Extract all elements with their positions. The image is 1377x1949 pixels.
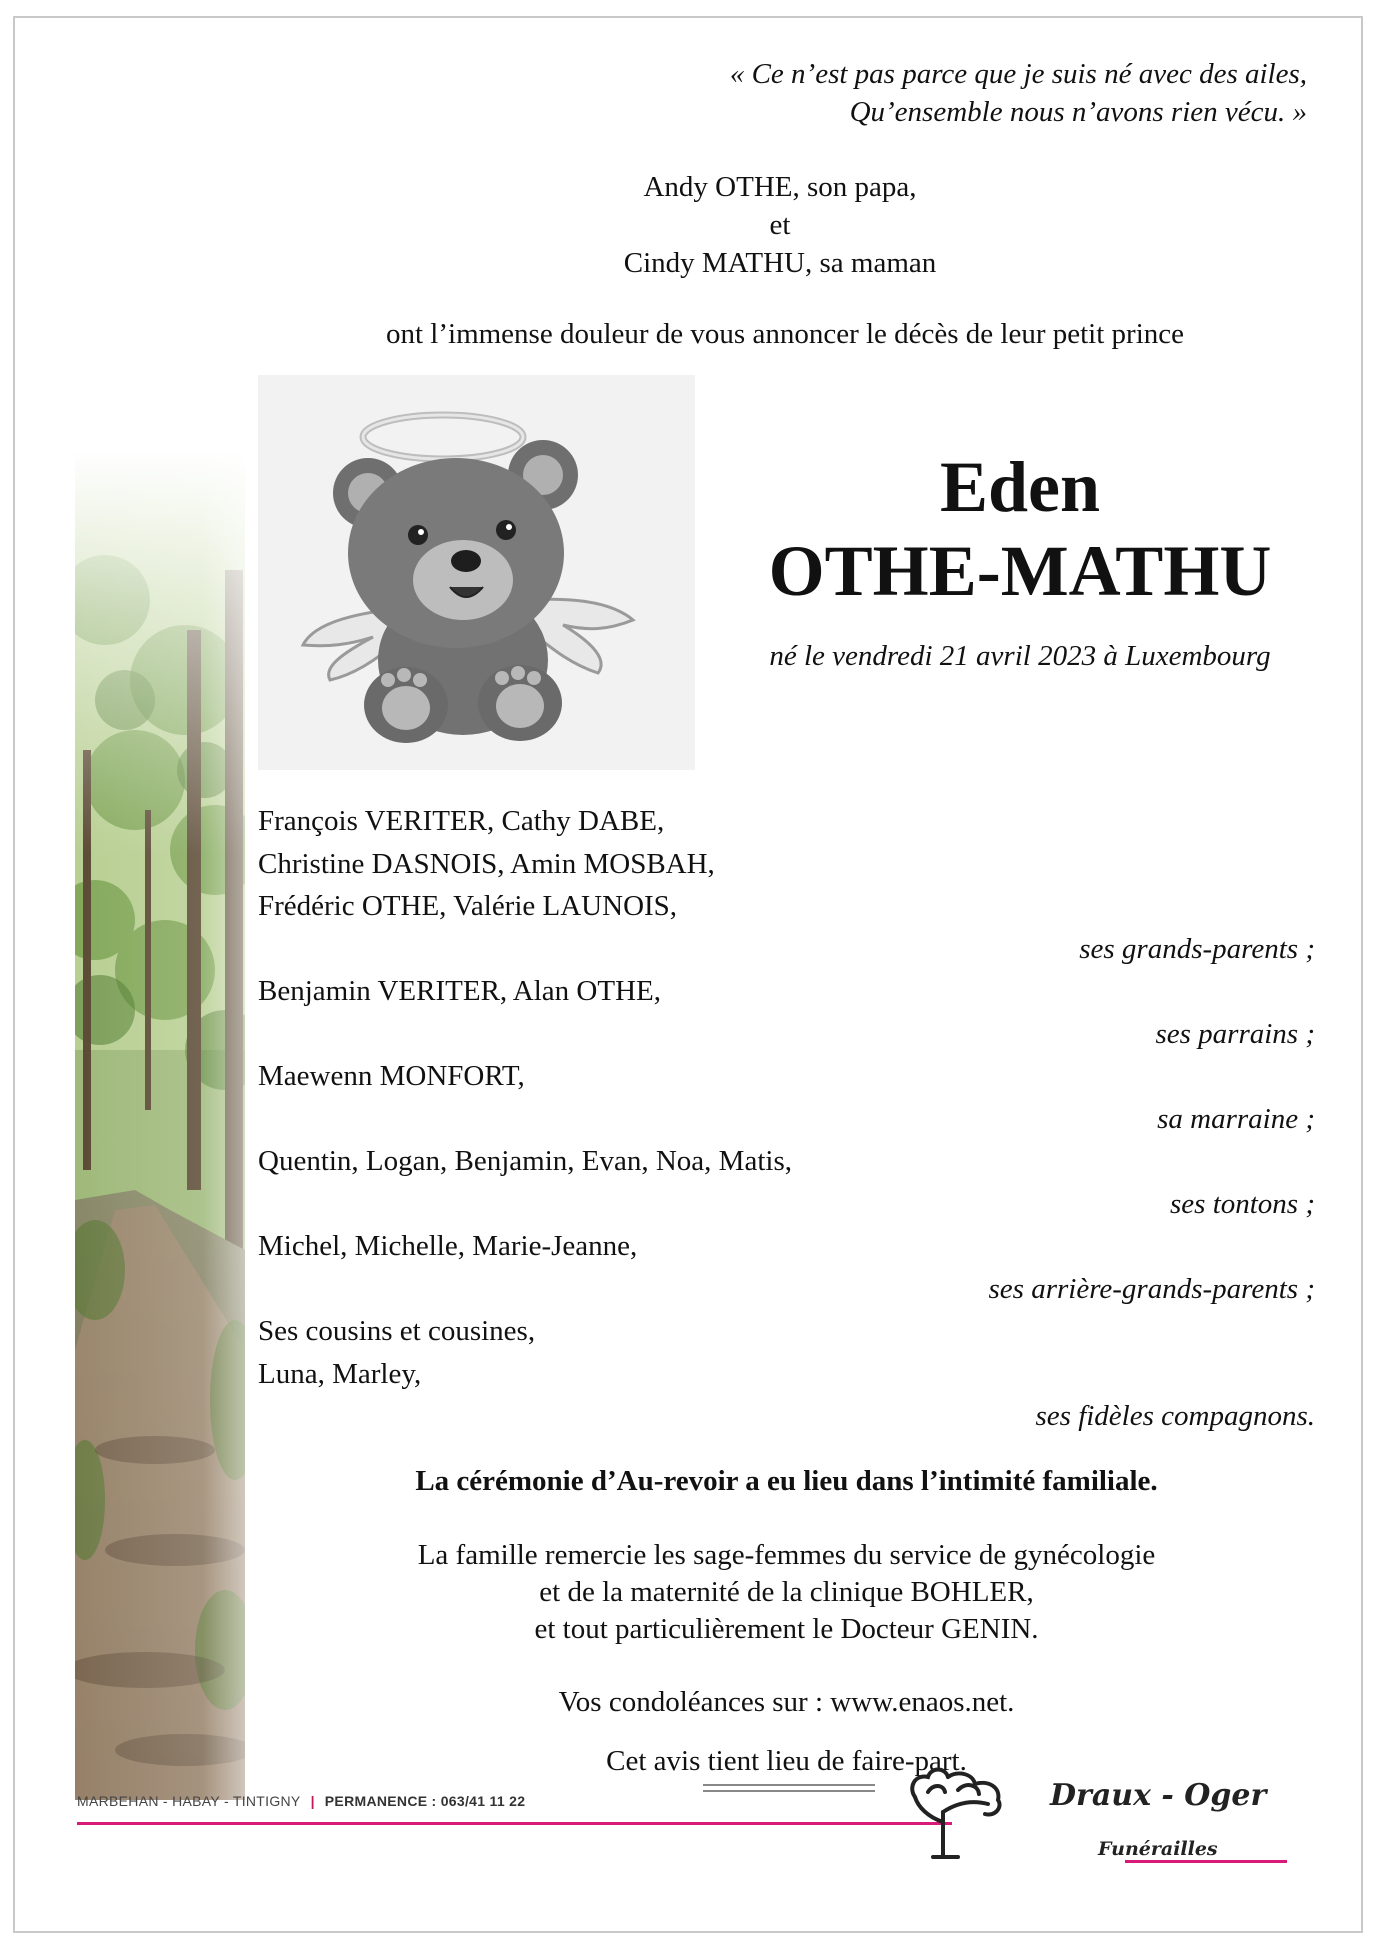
ceremony-notice: La cérémonie d’Au-revoir a eu lieu dans l’intimité familiale. [415,1465,1158,1497]
teddy-bear-angel-icon [258,375,695,770]
mother-line: Cindy MATHU, sa maman [623,247,937,279]
parents-block [480,168,1080,282]
footer-contact [77,1793,525,1809]
quote-line-2: Qu’ensemble nous n’avons rien vécu. » [849,96,1307,128]
family-role: ses tontons ; [1170,1187,1315,1220]
forest-path-image [75,450,245,1800]
family-line: Luna, Marley, [258,1357,422,1390]
family-role: ses fidèles compagnons. [1035,1400,1315,1432]
footer-grey-rule [703,1784,875,1792]
brand-name: Draux - Oger [1050,1778,1267,1813]
quote-line-1: « Ce n’est pas parce que je suis né avec des ailes, [729,58,1307,90]
family-role: ses arrière-grands-parents ; [988,1272,1315,1305]
faire-part-line: Cet avis tient lieu de faire-part. [606,1745,967,1777]
family-line: Benjamin VERITER, Alan OTHE, [258,975,661,1007]
family-role: sa marraine ; [1157,1102,1315,1135]
footer-permanence: PERMANENCE : 063/41 11 22 [324,1793,526,1809]
family-line: Michel, Michelle, Marie-Jeanne, [258,1230,638,1262]
father-line: Andy OTHE, son papa, [643,171,917,203]
tree-logo-icon [903,1762,1018,1862]
family-line: Ses cousins et cousines, [258,1315,536,1347]
birth-line: né le vendredi 21 avril 2023 à Luxembourg [769,640,1271,672]
epigraph-quote [507,55,1307,131]
connector-line: et [769,209,791,241]
family-line: Quentin, Logan, Benjamin, Evan, Noa, Matis, [258,1145,792,1177]
footer-accent-line [77,1822,952,1825]
family-line: Christine DASNOIS, Amin MOSBAH, [258,847,715,880]
footer-separator: | [310,1793,315,1809]
family-line: Frédéric OTHE, Valérie LAUNOIS, [258,890,678,922]
last-name: OTHE-MATHU [768,531,1272,611]
condolences-line: Vos condoléances sur : www.enaos.net. [558,1686,1015,1718]
thanks-block [258,1537,1315,1648]
thanks-line-1: La famille remercie les sage-femmes du service de gynécologie [417,1539,1156,1571]
thanks-line-3: et tout particulièrement le Docteur GENIN. [534,1613,1039,1645]
announcement: ont l’immense douleur de vous annoncer le décès de leur petit prince [385,318,1185,350]
family-role: ses grands-parents ; [1079,932,1315,965]
deceased-name [700,445,1340,613]
first-name: Eden [939,447,1101,527]
family-line: François VERITER, Cathy DABE, [258,805,665,837]
brand-subtitle: Funérailles [1098,1838,1218,1860]
family-list [258,800,1315,1438]
family-role: ses parrains ; [1155,1017,1315,1050]
brand-accent-line [1125,1860,1287,1863]
thanks-line-2: et de la maternité de la clinique BOHLER, [539,1576,1034,1608]
footer-locations: MARBEHAN - HABAY - TINTIGNY [77,1793,301,1809]
family-line: Maewenn MONFORT, [258,1060,525,1092]
